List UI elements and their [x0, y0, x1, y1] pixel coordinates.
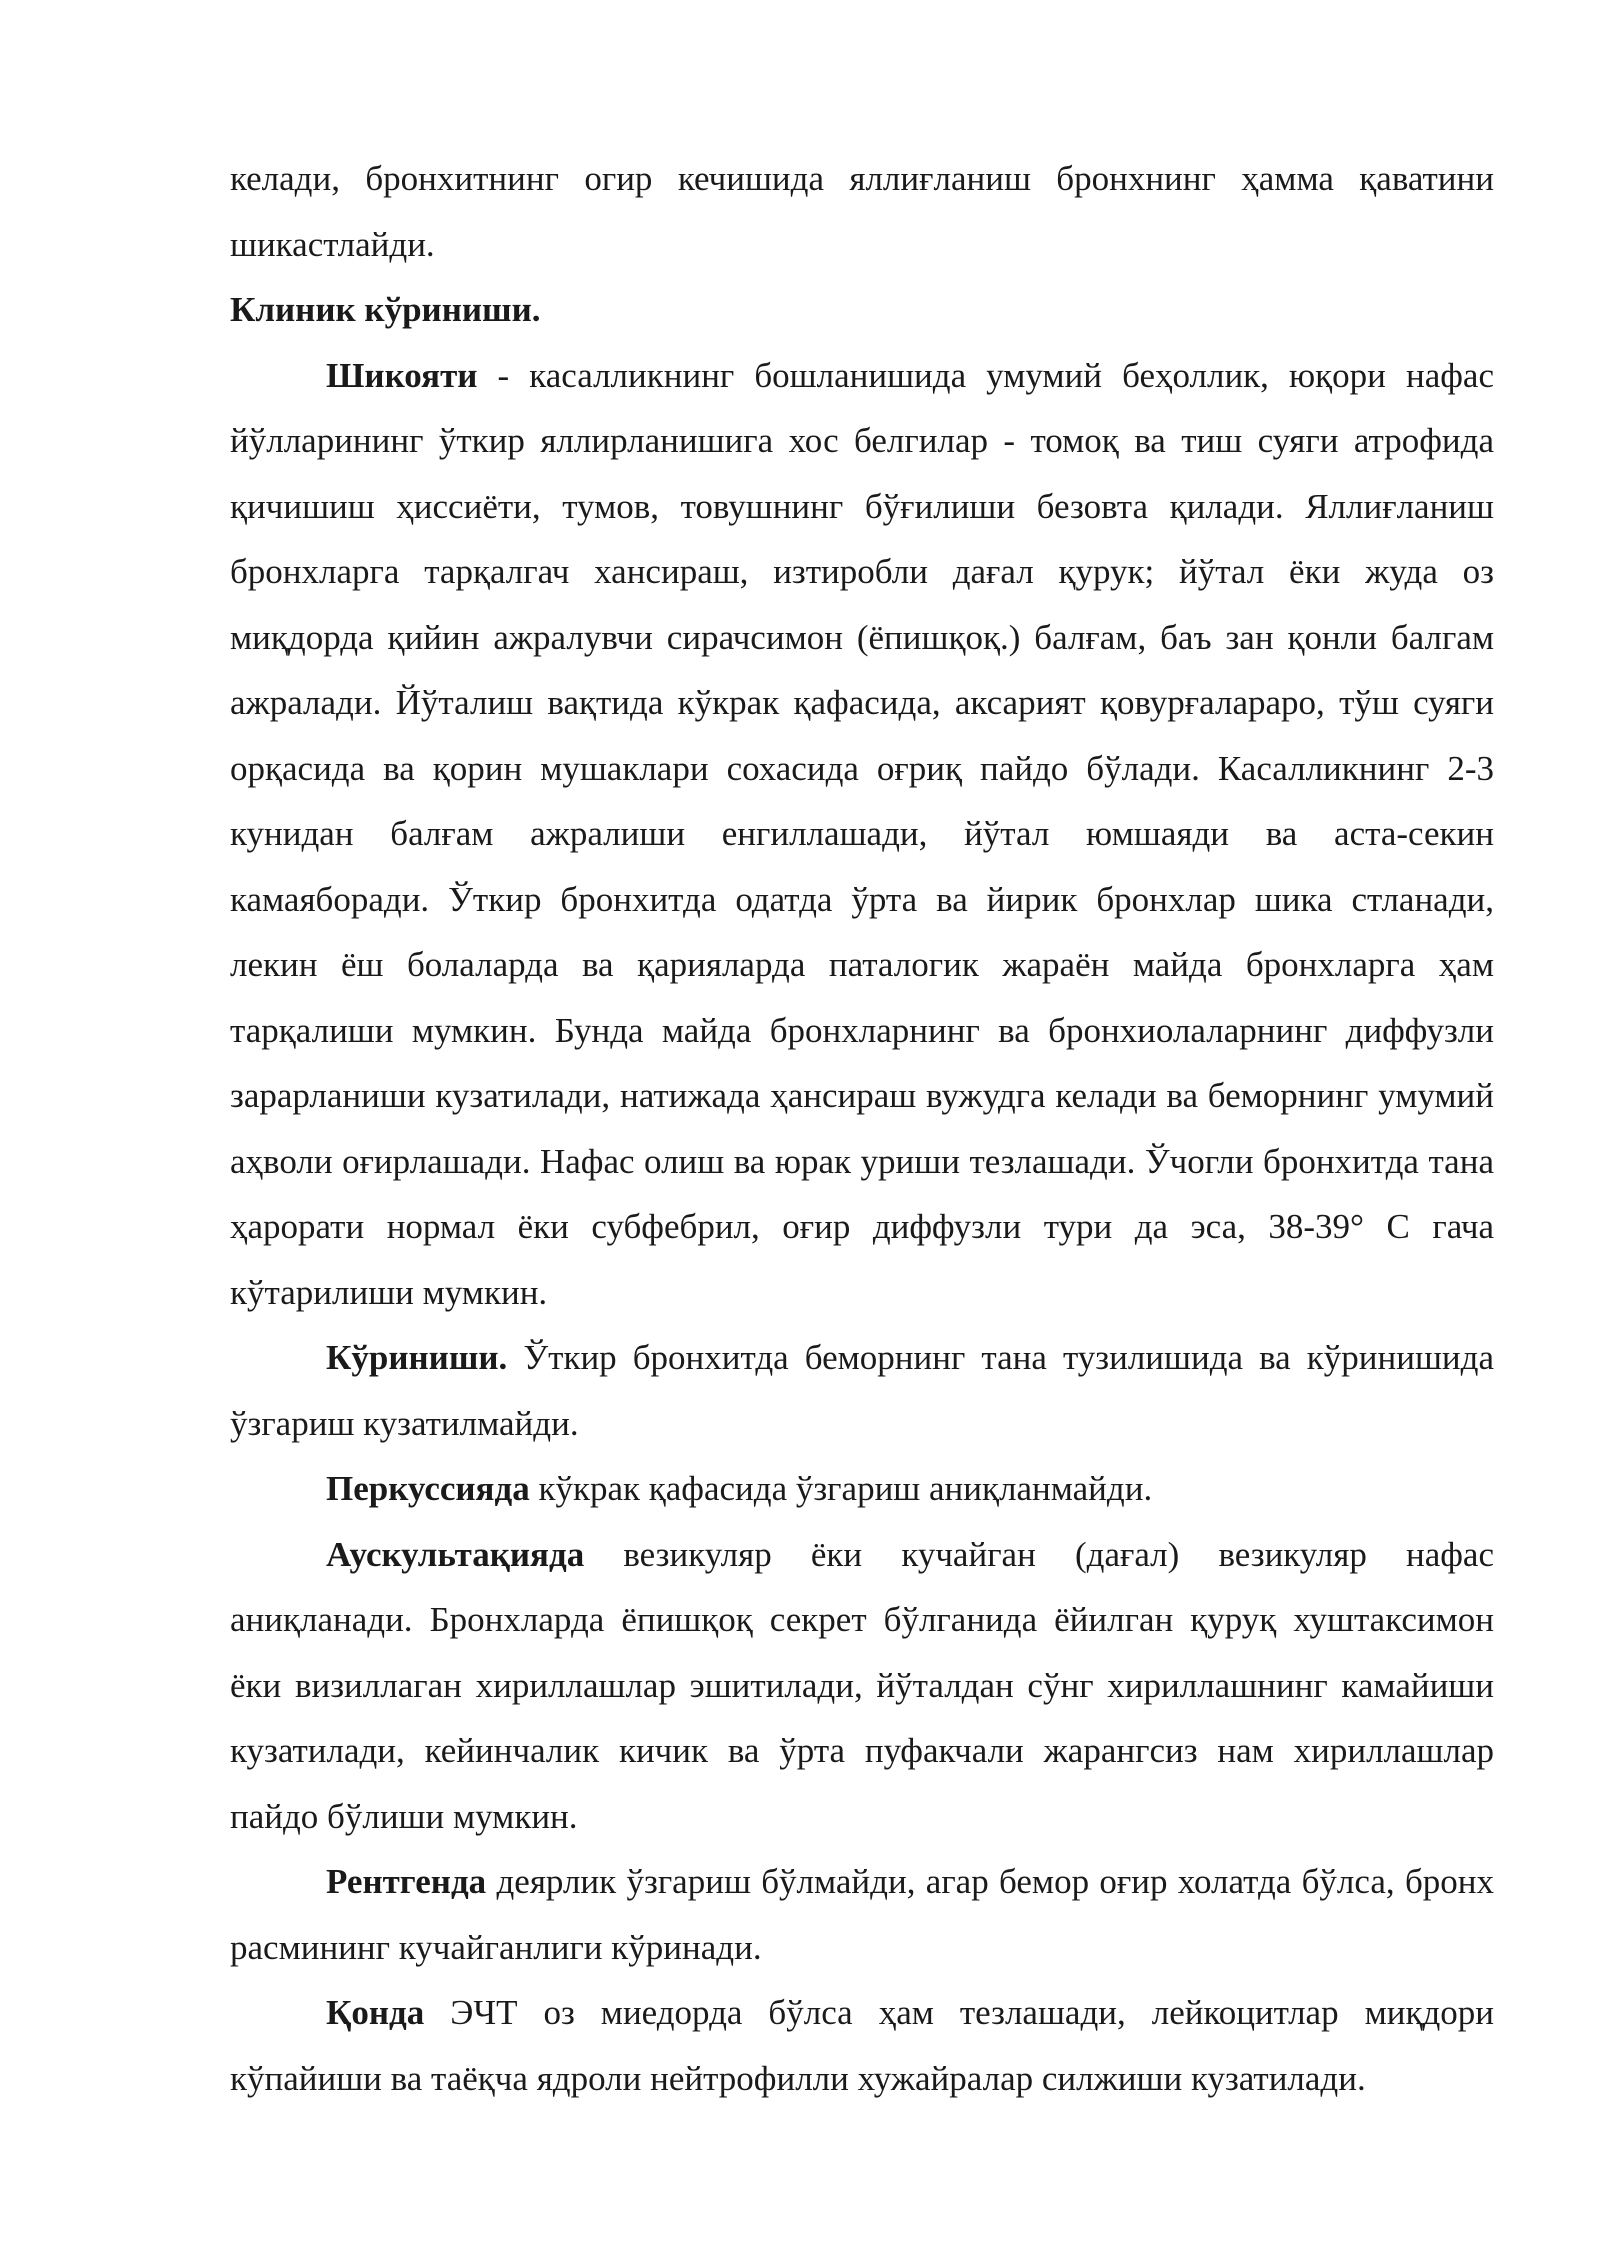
blood-lead: Қонда [326, 1993, 425, 2032]
auscultation-lead: Аускультақияда [326, 1534, 585, 1574]
percussion-lead: Перкуссияда [326, 1469, 530, 1508]
appearance-lead: Кўриниши. [326, 1338, 508, 1377]
document-page [230, 146, 1494, 2111]
complaints-text: - касалликнинг бошланишида умумий беҳоллик, юқори нафас йўлларининг ўткир яллирланишига хос белгилар - томоқ ва тиш суяги атрофида қичишиш ҳиссиёти, тумов, товушнинг бўғилиши безовта қилади. Яллиғланиш бронхларга тарқалгач хансираш, изтиробли дағал қурук; йўтал ёки жуда оз миқдорда қийин ажралувчи сирачсимон (ёпишқоқ.) балғам, баъ зан қонли балгам ажралади. Йўталиш вақтида кўкрак қафасида, аксарият қовурғалараро, тўш суяги орқасида ва қорин мушаклари сохасида оғриқ пайдо бўлади. Касалликнинг 2-3 кунидан балғам ажралиши енгиллашади, йўтал юмшаяди ва аста-секин камаяборади. Ўткир бронхитда одатда ўрта ва йирик бронхлар шика стланади, лекин ёш болаларда ва қарияларда паталогик жараён майда бронхларга ҳам тарқалиши мумкин. Бунда майда бронхларнинг ва бронхиолаларнинг диффузли зарарланиши кузатилади, натижада ҳансираш вужудга келади ва беморнинг умумий аҳволи оғирлашади. Нафас олиш ва юрак уриши тезлашади. Ўчогли бронхитда тана ҳарорати нормал ёки субфебрил, оғир диффузли тури да эса, 38-39° С гача кўтарилиши мумкин. [230, 355, 1494, 1312]
xray-lead: Рентгенда [326, 1862, 487, 1901]
percussion-text: кўкрак қафасида ўзгариш аниқланмайди. [529, 1469, 1153, 1508]
percussion-paragraph [230, 1456, 1494, 1522]
blood-paragraph [230, 1980, 1494, 2111]
appearance-text: Ўткир бронхитда беморнинг тана тузилишида ва кўринишида ўзгариш кузатилмайди. [230, 1338, 1494, 1443]
section-heading: Клиник кўриниши. [230, 290, 541, 329]
xray-text: деярлик ўзгариш бўлмайди, агар бемор оғир холатда бўлса, бронх расмининг кучайганлиги кўринади. [230, 1862, 1494, 1967]
appearance-paragraph [230, 1325, 1494, 1456]
complaints-lead: Шикояти [326, 355, 478, 395]
auscultation-paragraph [230, 1522, 1494, 1850]
complaints-paragraph [230, 343, 1494, 1326]
xray-paragraph [230, 1849, 1494, 1980]
blood-text: ЭЧТ оз миедорда бўлса ҳам тезлашади, лейкоцитлар миқдори кўпайиши ва таёқча ядроли нейтрофилли хужайралар силжиши кузатилади. [230, 1993, 1494, 2098]
auscultation-text: везикуляр ёки кучайган (дағал) везикуляр нафас аниқланади. Бронхларда ёпишқоқ секрет бўлганида ёйилган қуруқ хуштаксимон ёки визиллаган хириллашлар эшитилади, йўталдан сўнг хириллашнинг камайиши кузатилади, кейинчалик кичик ва ўрта пуфакчали жарангсиз нам хириллашлар пайдо бўлиши мумкин. [230, 1534, 1494, 1836]
intro-paragraph: келади, бронхитнинг огир кечишида яллиғланиш бронхнинг ҳамма қаватини шикастлайди. [230, 159, 1494, 264]
